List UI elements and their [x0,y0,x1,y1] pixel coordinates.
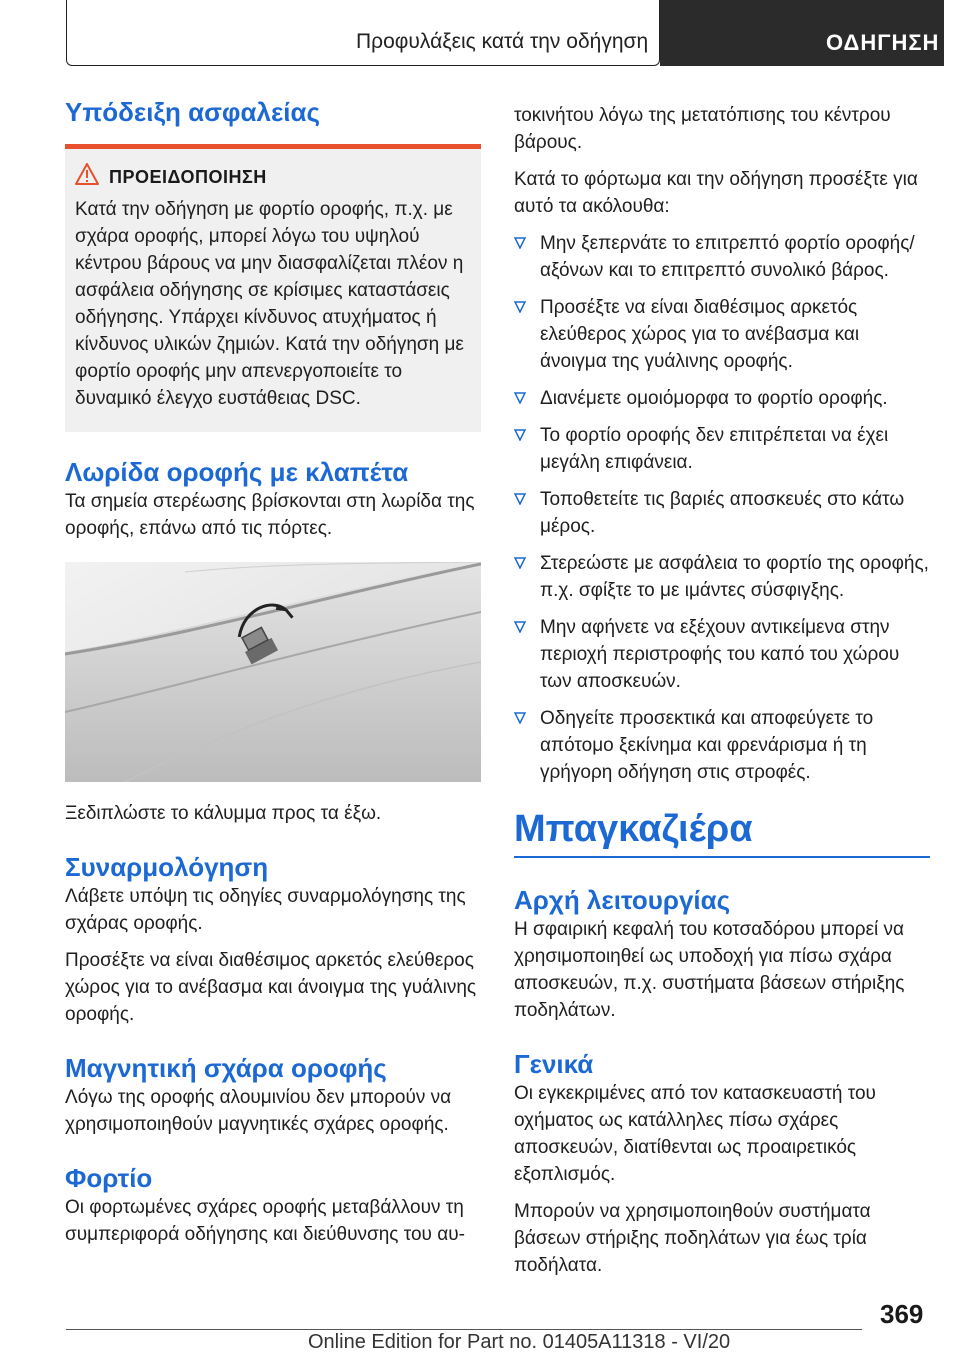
roof-strip-text: Τα σημεία στερέωσης βρίσκονται στη λωρίδα της οροφής, επάνω από τις πόρτες. [65,491,475,539]
roof-strip-photo [65,562,481,782]
general-paragraph-1: Οι εγκεκριμένες από τον κατασκευαστή του οχήματος ως κατάλληλες πίσω σχάρες αποσκευών, διατίθενται ως προαιρετικός εξοπλισμός. [514,1083,876,1185]
page-number: 369 [880,1299,924,1329]
list-item-text: Οδηγείτε προσεκτικά και αποφεύγετε το απότομο ξεκίνημα και φρενάρισμα ή τη γρήγορη οδήγηση στις στροφές. [540,708,874,783]
list-item [514,486,930,540]
triangle-bullet-icon [514,237,526,249]
tow-carrier-heading: Μπαγκαζιέρα [514,806,930,858]
load-heading: Φορτίο [65,1163,153,1193]
load-continued-text: τοκινήτου λόγω της μετατόπισης του κέντρου βάρους. [514,105,891,153]
footer-divider [66,1329,862,1330]
assembly-heading: Συναρμολόγηση [65,852,269,882]
warning-title-row [65,167,481,188]
list-item [514,705,930,786]
triangle-bullet-icon [514,392,526,404]
right-column [514,102,930,1279]
warning-text: Κατά την οδήγηση με φορτίο οροφής, π.χ. με σχάρα οροφής, μπορεί λόγω του υψηλού κέντρου βάρους να μην διασφαλίζεται πλέον η ασφάλεια οδήγησης σε κρίσιμες καταστάσεις οδήγησης. Υπάρχει κίνδυνος ατυχήματος ή κίνδυνος υλικών ζημιών. Κατά την οδήγηση με φορτίο οροφής μην απενεργοποιείτε το δυναμικό έλεγχο ευστάθειας DSC. [75,199,464,409]
general-paragraph-2: Μπορούν να χρησιμοποιηθούν συστήματα βάσεων στήριξης ποδηλάτων για έως τρία ποδήλατα. [514,1201,871,1276]
assembly-paragraph-2: Προσέξτε να είναι διαθέσιμος αρκετός ελεύθερος χώρος για το ανέβασμα και άνοιγμα της γυάλινης οροφής. [65,950,477,1025]
triangle-bullet-icon [514,621,526,633]
list-item [514,614,930,695]
left-column [65,96,481,1248]
load-text: Οι φορτωμένες σχάρες οροφής μεταβάλλουν τη συμπεριφορά οδήγησης και διεύθυνσης του αυ- [65,1197,465,1245]
triangle-bullet-icon [514,493,526,505]
header-chapter-tab: ΟΔΗΓΗΣΗ [660,0,944,66]
triangle-bullet-icon [514,301,526,313]
list-item [514,385,930,412]
principle-heading: Αρχή λειτουργίας [514,885,731,915]
list-item-text: Μην αφήνετε να εξέχουν αντικείμενα στην περιοχή περιστροφής του καπό του χώρου των αποσκευών. [540,617,900,692]
magnetic-heading: Μαγνητική σχάρα οροφής [65,1053,387,1083]
roof-strip-heading: Λωρίδα οροφής με κλαπέτα [65,457,409,487]
assembly-paragraph-1: Λάβετε υπόψη τις οδηγίες συναρμολόγησης της σχάρας οροφής. [65,886,466,934]
header-section-title: Προφυλάξεις κατά την οδήγηση [356,30,649,53]
general-heading: Γενικά [514,1049,594,1079]
list-item-text: Στερεώστε με ασφάλεια το φορτίο της οροφής, π.χ. σφίξτε το με ιμάντες σύσφιγξης. [540,553,929,601]
triangle-bullet-icon [514,712,526,724]
footer-edition-text: Online Edition for Part no. 01405A11318 - VI/20 [308,1331,731,1353]
list-item-text: Διανέμετε ομοιόμορφα το φορτίο οροφής. [540,388,888,409]
list-item-text: Το φορτίο οροφής δεν επιτρέπεται να έχει μεγάλη επιφάνεια. [540,425,889,473]
magnetic-text: Λόγω της οροφής αλουμινίου δεν μπορούν να χρησιμοποιηθούν μαγνητικές σχάρες οροφής. [65,1087,452,1135]
warning-title: ΠΡΟΕΙΔΟΠΟΙΗΣΗ [109,167,267,187]
load-rules-list [514,230,930,786]
photo-caption: Ξεδιπλώστε το κάλυμμα προς τα έξω. [65,803,382,824]
triangle-bullet-icon [514,557,526,569]
list-item [514,550,930,604]
triangle-bullet-icon [514,429,526,441]
list-item [514,230,930,284]
list-item [514,294,930,375]
warning-triangle-icon [75,163,99,185]
warning-box [65,144,481,432]
list-item [514,422,930,476]
load-intro-text: Κατά το φόρτωμα και την οδήγηση προσέξτε για αυτό τα ακόλουθα: [514,169,918,217]
roof-strip-illustration [65,562,481,782]
safety-heading: Υπόδειξη ασφαλείας [65,97,321,127]
list-item-text: Προσέξτε να είναι διαθέσιμος αρκετός ελεύθερος χώρος για το ανέβασμα και άνοιγμα της γυάλινης οροφής. [540,297,860,372]
principle-text: Η σφαιρική κεφαλή του κοτσαδόρου μπορεί να χρησιμοποιηθεί ως υποδοχή για πίσω σχάρα αποσκευών, π.χ. συστήματα βάσεων στήριξης ποδηλάτων. [514,919,905,1021]
list-item-text: Μην ξεπερνάτε το επιτρεπτό φορτίο οροφής/αξόνων και το επιτρεπτό συνολικό βάρος. [540,233,915,281]
list-item-text: Τοποθετείτε τις βαριές αποσκευές στο κάτω μέρος. [540,489,905,537]
